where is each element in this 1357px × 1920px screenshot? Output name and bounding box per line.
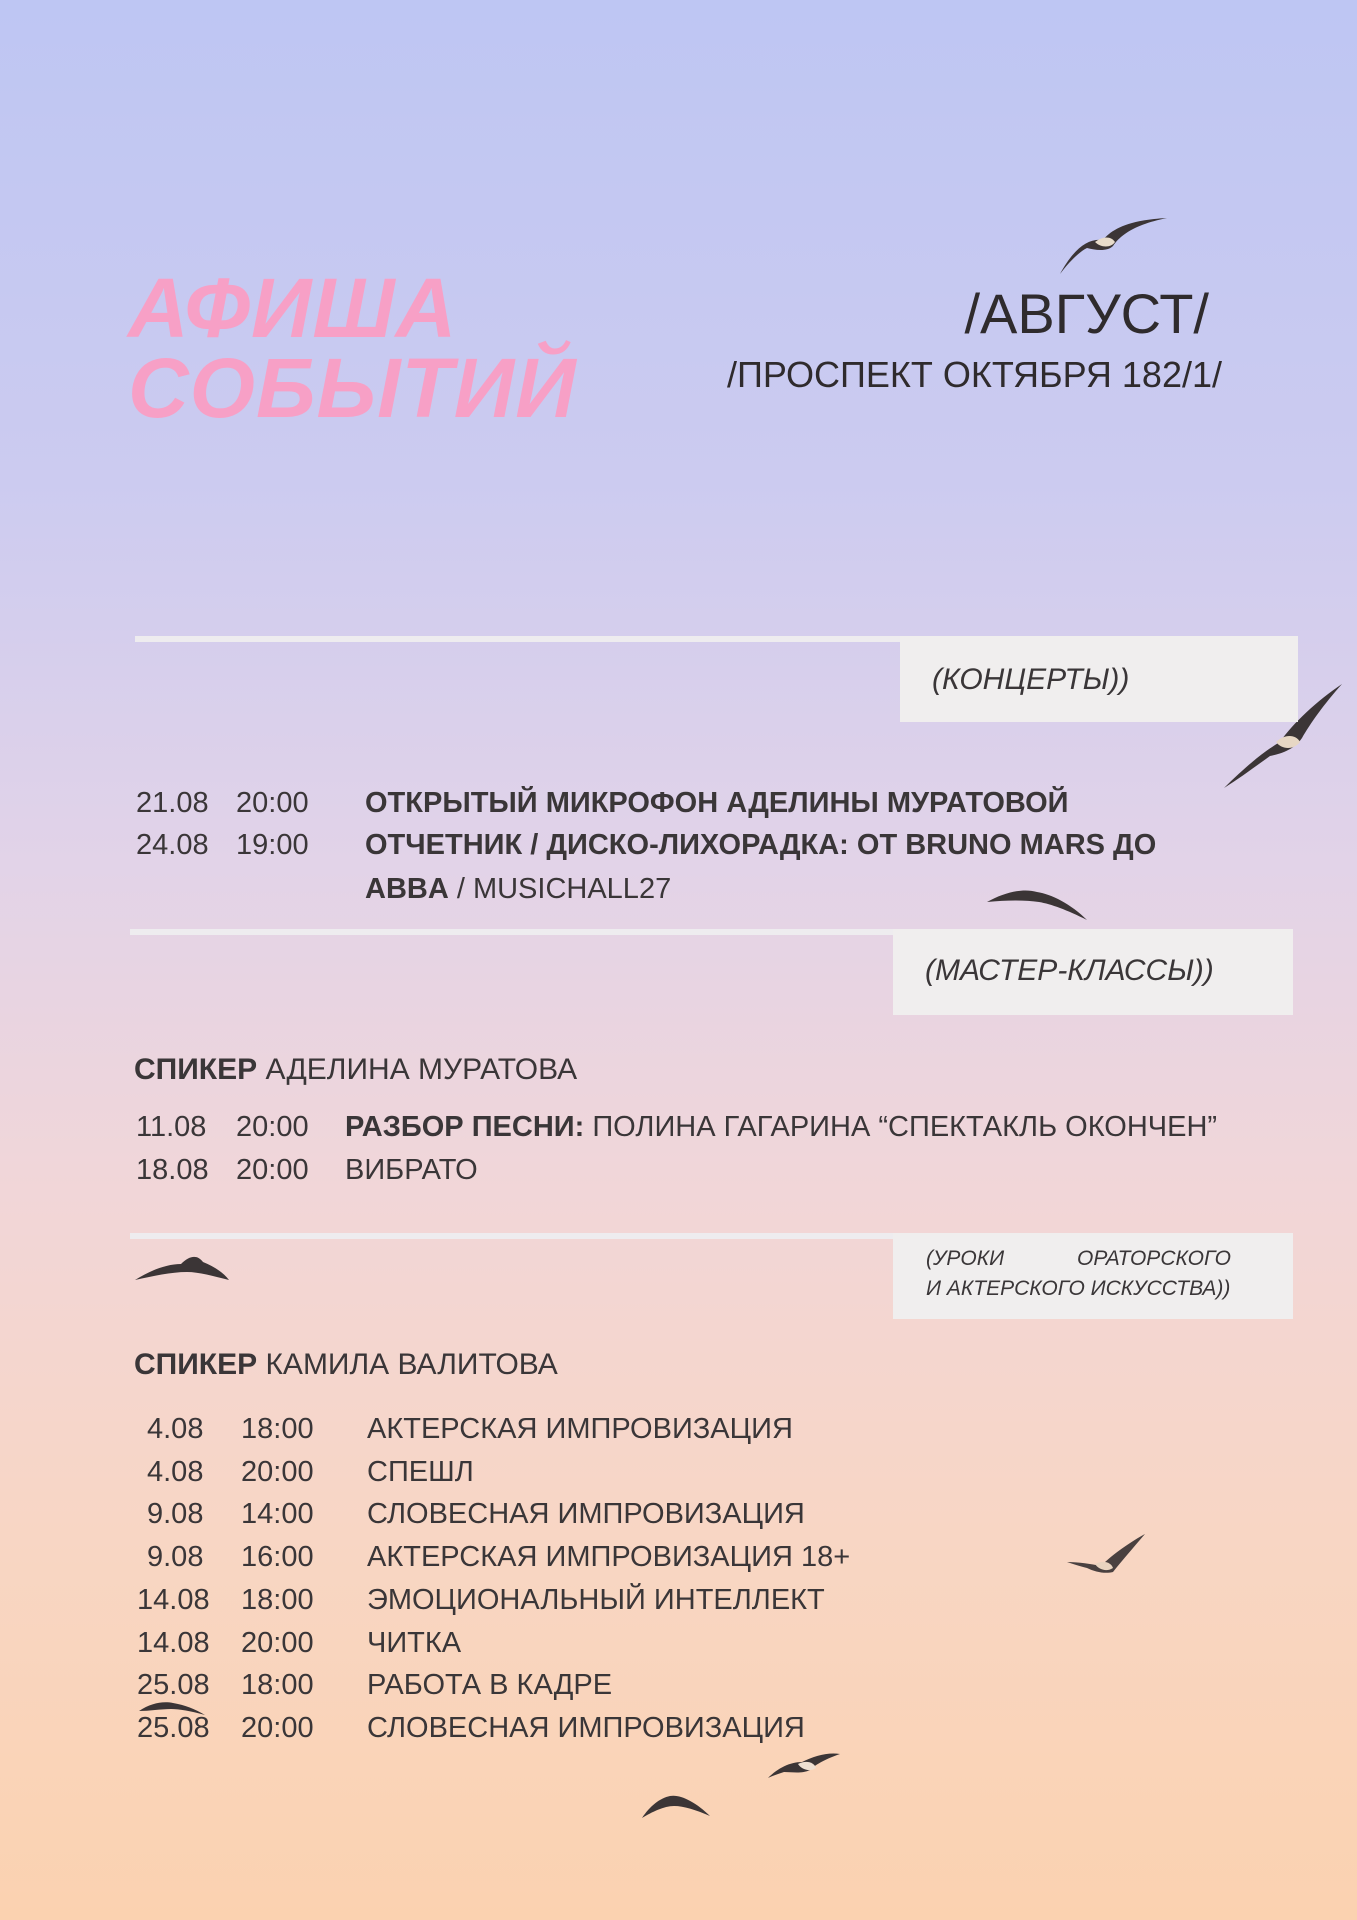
address-label: /ПРОСПЕКТ ОКТЯБРЯ 182/1/ (726, 354, 1222, 395)
event-title: ЭМОЦИОНАЛЬНЫЙ ИНТЕЛЛЕКТ (367, 1584, 825, 1616)
event-time: 20:00 (241, 1627, 314, 1659)
event-title: ОТЧЕТНИК / ДИСКО-ЛИХОРАДКА: ОТ BRUNO MARS ДО (365, 829, 1157, 861)
seagull-icon (985, 882, 1090, 922)
event-title: АКТЕРСКАЯ ИМПРОВИЗАЦИЯ (367, 1413, 793, 1445)
speaker-line (134, 1052, 577, 1088)
event-time: 18:00 (241, 1584, 314, 1616)
section-divider (130, 929, 894, 935)
event-title-bold: РАЗБОР ПЕСНИ: (345, 1111, 585, 1143)
event-venue: / MUSICHALL27 (448, 873, 672, 905)
speaker-label: СПИКЕР (134, 1053, 258, 1086)
event-date: 21.08 (136, 787, 209, 819)
section-label-masterclasses (893, 929, 1293, 1015)
event-title: РАБОТА В КАДРЕ (367, 1669, 613, 1701)
event-date: 4.08 (147, 1456, 204, 1488)
event-date: 24.08 (136, 829, 209, 861)
event-title: СЛОВЕСНАЯ ИМПРОВИЗАЦИЯ (367, 1498, 805, 1530)
event-time: 20:00 (236, 1111, 309, 1143)
event-title-continuation (365, 872, 671, 906)
seagull-icon (1065, 1532, 1147, 1576)
section-label-concerts (900, 636, 1298, 722)
event-title: ВИБРАТО (345, 1154, 478, 1186)
event-title: ОТКРЫТЫЙ МИКРОФОН АДЕЛИНЫ МУРАТОВОЙ (365, 787, 1069, 819)
event-title: СЛОВЕСНАЯ ИМПРОВИЗАЦИЯ (367, 1712, 805, 1744)
event-date: 18.08 (136, 1154, 209, 1186)
event-time: 19:00 (236, 829, 309, 861)
section-label-text-2: И АКТЕРСКОГО ИСКУССТВА)) (926, 1277, 1231, 1300)
speaker-line (134, 1347, 558, 1383)
event-title (345, 1110, 1217, 1144)
speaker-name: АДЕЛИНА МУРАТОВА (257, 1053, 578, 1086)
section-label-text: (МАСТЕР-КЛАССЫ)) (925, 954, 1214, 987)
event-title: АКТЕРСКАЯ ИМПРОВИЗАЦИЯ 18+ (367, 1541, 851, 1573)
event-time: 20:00 (241, 1712, 314, 1744)
speaker-label: СПИКЕР (134, 1348, 258, 1381)
event-date: 4.08 (147, 1413, 204, 1445)
event-title: СПЕШЛ (367, 1456, 474, 1488)
event-time: 14:00 (241, 1498, 314, 1530)
event-date: 25.08 (137, 1669, 210, 1701)
section-label-text-1a: (УРОКИ (926, 1247, 1005, 1270)
event-date: 9.08 (147, 1498, 204, 1530)
speaker-name: КАМИЛА ВАЛИТОВА (257, 1348, 558, 1381)
event-title-bold: ABBA (365, 873, 449, 905)
event-time: 20:00 (241, 1456, 314, 1488)
event-date: 14.08 (137, 1627, 210, 1659)
section-label-text: (КОНЦЕРТЫ)) (932, 663, 1130, 696)
section-divider (135, 636, 900, 642)
event-time: 20:00 (236, 1154, 309, 1186)
section-label-oratory (893, 1233, 1293, 1319)
event-time: 18:00 (241, 1413, 314, 1445)
event-date: 25.08 (137, 1712, 210, 1744)
title-line-1: АФИША (128, 261, 458, 355)
event-date: 11.08 (136, 1111, 207, 1143)
event-time: 16:00 (241, 1541, 314, 1573)
seagull-icon (766, 1750, 842, 1782)
event-time: 20:00 (236, 787, 309, 819)
seagull-icon (1055, 212, 1170, 278)
month-label: /АВГУСТ/ (964, 282, 1209, 345)
event-date: 14.08 (137, 1584, 210, 1616)
section-label-text-1b: ОРАТОРСКОГО (1077, 1247, 1232, 1270)
event-time: 18:00 (241, 1669, 314, 1701)
seagull-icon (133, 1252, 231, 1284)
event-title-rest: ПОЛИНА ГАГАРИНА “СПЕКТАКЛЬ ОКОНЧЕН” (584, 1111, 1218, 1143)
section-divider (130, 1233, 894, 1239)
event-title: ЧИТКА (367, 1627, 462, 1659)
title-line-2: СОБЫТИЙ (128, 341, 577, 435)
event-date: 9.08 (147, 1541, 204, 1573)
seagull-icon (640, 1788, 712, 1820)
